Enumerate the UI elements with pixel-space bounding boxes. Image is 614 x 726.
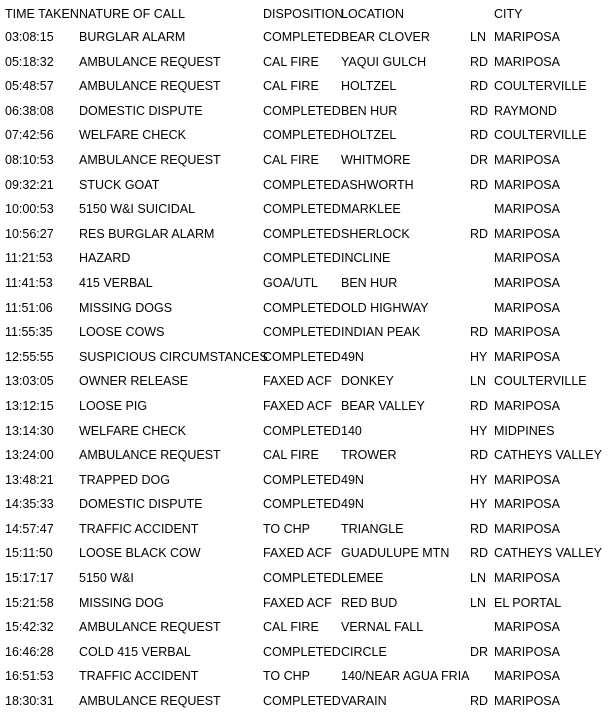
cell-city: MARIPOSA: [494, 177, 560, 192]
table-row: [0, 663, 614, 688]
cell-location: BEN HUR: [341, 275, 398, 290]
cell-street-suffix: RD: [470, 694, 489, 709]
cell-disposition: COMPLETED: [263, 128, 341, 143]
cell-location: 140/NEAR AGUA FRIA: [341, 669, 470, 684]
cell-disposition: COMPLETED: [263, 694, 341, 709]
table-row: [0, 467, 614, 492]
table-row: [0, 590, 614, 615]
cell-street-suffix: RD: [470, 226, 489, 241]
cell-location: VARAIN: [341, 694, 387, 709]
cell-city: MARIPOSA: [494, 275, 560, 290]
cell-city: MARIPOSA: [494, 669, 560, 684]
cell-street-suffix: HY: [470, 423, 488, 438]
cell-time: 11:41:53: [5, 275, 53, 290]
header-city: CITY: [494, 7, 523, 21]
cell-city: MARIPOSA: [494, 54, 560, 69]
cell-disposition: CAL FIRE: [263, 79, 319, 94]
cell-time: 15:17:17: [5, 571, 54, 586]
cell-nature-of-call: LOOSE BLACK COW: [79, 546, 201, 561]
cell-city: MARIPOSA: [494, 251, 560, 266]
table-row: [0, 122, 614, 147]
cell-disposition: COMPLETED: [263, 497, 341, 512]
cell-nature-of-call: OWNER RELEASE: [79, 374, 189, 389]
cell-city: MIDPINES: [494, 423, 555, 438]
cell-city: COULTERVILLE: [494, 374, 587, 389]
header-nature-of-call: NATURE OF CALL: [79, 7, 186, 21]
cell-disposition: COMPLETED: [263, 226, 341, 241]
cell-location: 49N: [341, 497, 364, 512]
cell-street-suffix: RD: [470, 325, 489, 340]
cell-nature-of-call: COLD 415 VERBAL: [79, 644, 191, 659]
cell-nature-of-call: WELFARE CHECK: [79, 423, 186, 438]
cell-city: MARIPOSA: [494, 398, 560, 413]
cell-street-suffix: HY: [470, 349, 488, 364]
cell-city: MARIPOSA: [494, 325, 560, 340]
cell-time: 10:00:53: [5, 202, 54, 217]
cell-location: WHITMORE: [341, 152, 411, 167]
cell-time: 13:03:05: [5, 374, 54, 389]
cell-nature-of-call: AMBULANCE REQUEST: [79, 54, 221, 69]
cell-city: MARIPOSA: [494, 30, 560, 44]
cell-location: ASHWORTH: [341, 177, 414, 192]
cell-disposition: COMPLETED: [263, 202, 341, 217]
cell-city: MARIPOSA: [494, 497, 560, 512]
cell-street-suffix: LN: [470, 30, 486, 44]
cell-nature-of-call: TRAFFIC ACCIDENT: [79, 521, 199, 536]
table-row: [0, 344, 614, 369]
cell-nature-of-call: TRAPPED DOG: [79, 472, 170, 487]
cell-disposition: CAL FIRE: [263, 448, 319, 463]
cell-nature-of-call: HAZARD: [79, 251, 131, 266]
cell-street-suffix: DR: [470, 152, 489, 167]
cell-disposition: CAL FIRE: [263, 152, 319, 167]
cell-disposition: COMPLETED: [263, 103, 341, 118]
cell-street-suffix: RD: [470, 103, 489, 118]
cell-city: MARIPOSA: [494, 226, 560, 241]
cell-street-suffix: HY: [470, 497, 488, 512]
cell-city: MARIPOSA: [494, 300, 560, 315]
table-row: [0, 639, 614, 664]
cell-city: MARIPOSA: [494, 571, 560, 586]
cell-nature-of-call: AMBULANCE REQUEST: [79, 448, 221, 463]
cell-time: 13:14:30: [5, 423, 54, 438]
cell-disposition: FAXED ACF: [263, 374, 332, 389]
cell-time: 13:48:21: [5, 472, 54, 487]
table-row: [0, 565, 614, 590]
cell-city: MARIPOSA: [494, 620, 560, 635]
cell-location: CIRCLE: [341, 644, 387, 659]
cell-time: 05:18:32: [5, 54, 54, 69]
cell-city: COULTERVILLE: [494, 79, 587, 94]
cell-location: LEMEE: [341, 571, 384, 586]
cell-nature-of-call: 5150 W&I SUICIDAL: [79, 202, 196, 217]
cell-location: TRIANGLE: [341, 521, 404, 536]
cell-location: GUADULUPE MTN: [341, 546, 450, 561]
table-row: [0, 245, 614, 270]
cell-location: 49N: [341, 472, 364, 487]
table-row: [0, 270, 614, 295]
cell-street-suffix: RD: [470, 128, 489, 143]
cell-street-suffix: LN: [470, 571, 486, 586]
cell-city: MARIPOSA: [494, 521, 560, 536]
cell-city: MARIPOSA: [494, 644, 560, 659]
cell-time: 10:56:27: [5, 226, 54, 241]
table-row: [0, 49, 614, 74]
cell-disposition: FAXED ACF: [263, 398, 332, 413]
cell-street-suffix: RD: [470, 398, 489, 413]
header-location: LOCATION: [341, 7, 404, 21]
cell-time: 09:32:21: [5, 177, 54, 192]
cell-nature-of-call: WELFARE CHECK: [79, 128, 186, 143]
cell-city: CATHEYS VALLEY: [494, 546, 602, 561]
cell-time: 07:42:56: [5, 128, 54, 143]
cell-nature-of-call: BURGLAR ALARM: [79, 30, 186, 44]
cell-location: RED BUD: [341, 595, 398, 610]
cell-location: 140: [341, 423, 362, 438]
cell-disposition: COMPLETED: [263, 30, 341, 44]
cell-nature-of-call: TRAFFIC ACCIDENT: [79, 669, 199, 684]
cell-disposition: CAL FIRE: [263, 54, 319, 69]
cell-disposition: COMPLETED: [263, 325, 341, 340]
table-body: [0, 24, 614, 713]
cell-city: MARIPOSA: [494, 202, 560, 217]
cell-location: INDIAN PEAK: [341, 325, 421, 340]
cell-disposition: COMPLETED: [263, 177, 341, 192]
cell-disposition: COMPLETED: [263, 571, 341, 586]
cell-location: BEN HUR: [341, 103, 398, 118]
cell-disposition: GOA/UTL: [263, 275, 318, 290]
cell-nature-of-call: AMBULANCE REQUEST: [79, 694, 221, 709]
cell-city: EL PORTAL: [494, 595, 562, 610]
cell-disposition: COMPLETED: [263, 644, 341, 659]
cell-nature-of-call: AMBULANCE REQUEST: [79, 620, 221, 635]
cell-street-suffix: DR: [470, 644, 489, 659]
cell-time: 08:10:53: [5, 152, 54, 167]
cell-time: 15:21:58: [5, 595, 54, 610]
cell-time: 13:24:00: [5, 448, 54, 463]
header-disposition: DISPOSITION: [263, 7, 344, 21]
cell-city: MARIPOSA: [494, 349, 560, 364]
cell-nature-of-call: STUCK GOAT: [79, 177, 160, 192]
cell-city: CATHEYS VALLEY: [494, 448, 602, 463]
cell-disposition: COMPLETED: [263, 251, 341, 266]
cell-location: BEAR VALLEY: [341, 398, 425, 413]
cell-location: SHERLOCK: [341, 226, 410, 241]
table-row: [0, 24, 614, 49]
cell-time: 15:42:32: [5, 620, 54, 635]
cell-nature-of-call: SUSPICIOUS CIRCUMSTANCES: [79, 349, 268, 364]
cell-location: 49N: [341, 349, 364, 364]
cell-nature-of-call: 415 VERBAL: [79, 275, 153, 290]
table-row: [0, 221, 614, 246]
cell-nature-of-call: AMBULANCE REQUEST: [79, 79, 221, 94]
header-row: [0, 0, 614, 24]
cell-nature-of-call: DOMESTIC DISPUTE: [79, 497, 203, 512]
cell-nature-of-call: DOMESTIC DISPUTE: [79, 103, 203, 118]
table-row: [0, 196, 614, 221]
cell-nature-of-call: RES BURGLAR ALARM: [79, 226, 215, 241]
cell-disposition: TO CHP: [263, 669, 310, 684]
cell-nature-of-call: AMBULANCE REQUEST: [79, 152, 221, 167]
cell-time: 14:57:47: [5, 521, 54, 536]
cell-city: MARIPOSA: [494, 472, 560, 487]
cell-time: 16:46:28: [5, 644, 54, 659]
table-row: [0, 368, 614, 393]
cell-nature-of-call: LOOSE PIG: [79, 398, 148, 413]
cell-disposition: COMPLETED: [263, 349, 341, 364]
cell-street-suffix: RD: [470, 546, 489, 561]
cell-disposition: COMPLETED: [263, 423, 341, 438]
table-row: [0, 516, 614, 541]
cell-street-suffix: RD: [470, 448, 489, 463]
cell-time: 18:30:31: [5, 694, 54, 709]
table-row: [0, 393, 614, 418]
cell-city: RAYMOND: [494, 103, 557, 118]
table-row: [0, 98, 614, 123]
cell-location: HOLTZEL: [341, 79, 397, 94]
cell-time: 03:08:15: [5, 30, 54, 44]
cell-street-suffix: LN: [470, 595, 486, 610]
cell-time: 11:55:35: [5, 325, 53, 340]
header-time-taken: TIME TAKEN: [5, 7, 79, 21]
cell-location: VERNAL FALL: [341, 620, 424, 635]
table-row: [0, 442, 614, 467]
cell-street-suffix: HY: [470, 472, 488, 487]
cell-street-suffix: RD: [470, 177, 489, 192]
table-row: [0, 319, 614, 344]
table-row: [0, 540, 614, 565]
cell-disposition: FAXED ACF: [263, 595, 332, 610]
cell-time: 14:35:33: [5, 497, 54, 512]
table-row: [0, 147, 614, 172]
table-row: [0, 172, 614, 197]
cell-location: DONKEY: [341, 374, 394, 389]
cell-nature-of-call: LOOSE COWS: [79, 325, 165, 340]
cell-time: 06:38:08: [5, 103, 54, 118]
cell-nature-of-call: MISSING DOGS: [79, 300, 173, 315]
cell-time: 05:48:57: [5, 79, 54, 94]
table-row: [0, 295, 614, 320]
cell-location: HOLTZEL: [341, 128, 397, 143]
cell-disposition: FAXED ACF: [263, 546, 332, 561]
cell-city: COULTERVILLE: [494, 128, 587, 143]
table-row: [0, 614, 614, 639]
cell-street-suffix: RD: [470, 79, 489, 94]
cell-disposition: TO CHP: [263, 521, 310, 536]
cell-time: 15:11:50: [5, 546, 53, 561]
cell-disposition: COMPLETED: [263, 300, 341, 315]
cell-disposition: COMPLETED: [263, 472, 341, 487]
cell-time: 12:55:55: [5, 349, 54, 364]
cell-location: YAQUI GULCH: [341, 54, 427, 69]
cell-street-suffix: RD: [470, 54, 489, 69]
cell-location: INCLINE: [341, 251, 391, 266]
cell-street-suffix: RD: [470, 521, 489, 536]
cell-disposition: CAL FIRE: [263, 620, 319, 635]
table-row: [0, 688, 614, 713]
table-row: [0, 491, 614, 516]
cell-time: 11:51:06: [5, 300, 53, 315]
cell-street-suffix: LN: [470, 374, 486, 389]
cell-nature-of-call: 5150 W&I: [79, 571, 134, 586]
cell-time: 11:21:53: [5, 251, 53, 266]
cell-city: MARIPOSA: [494, 694, 560, 709]
cell-time: 13:12:15: [5, 398, 54, 413]
cell-location: MARKLEE: [341, 202, 401, 217]
cell-city: MARIPOSA: [494, 152, 560, 167]
cell-location: BEAR CLOVER: [341, 30, 430, 44]
table-row: [0, 418, 614, 443]
table-row: [0, 73, 614, 98]
cell-nature-of-call: MISSING DOG: [79, 595, 164, 610]
cell-time: 16:51:53: [5, 669, 54, 684]
cell-location: TROWER: [341, 448, 397, 463]
cell-location: OLD HIGHWAY: [341, 300, 429, 315]
